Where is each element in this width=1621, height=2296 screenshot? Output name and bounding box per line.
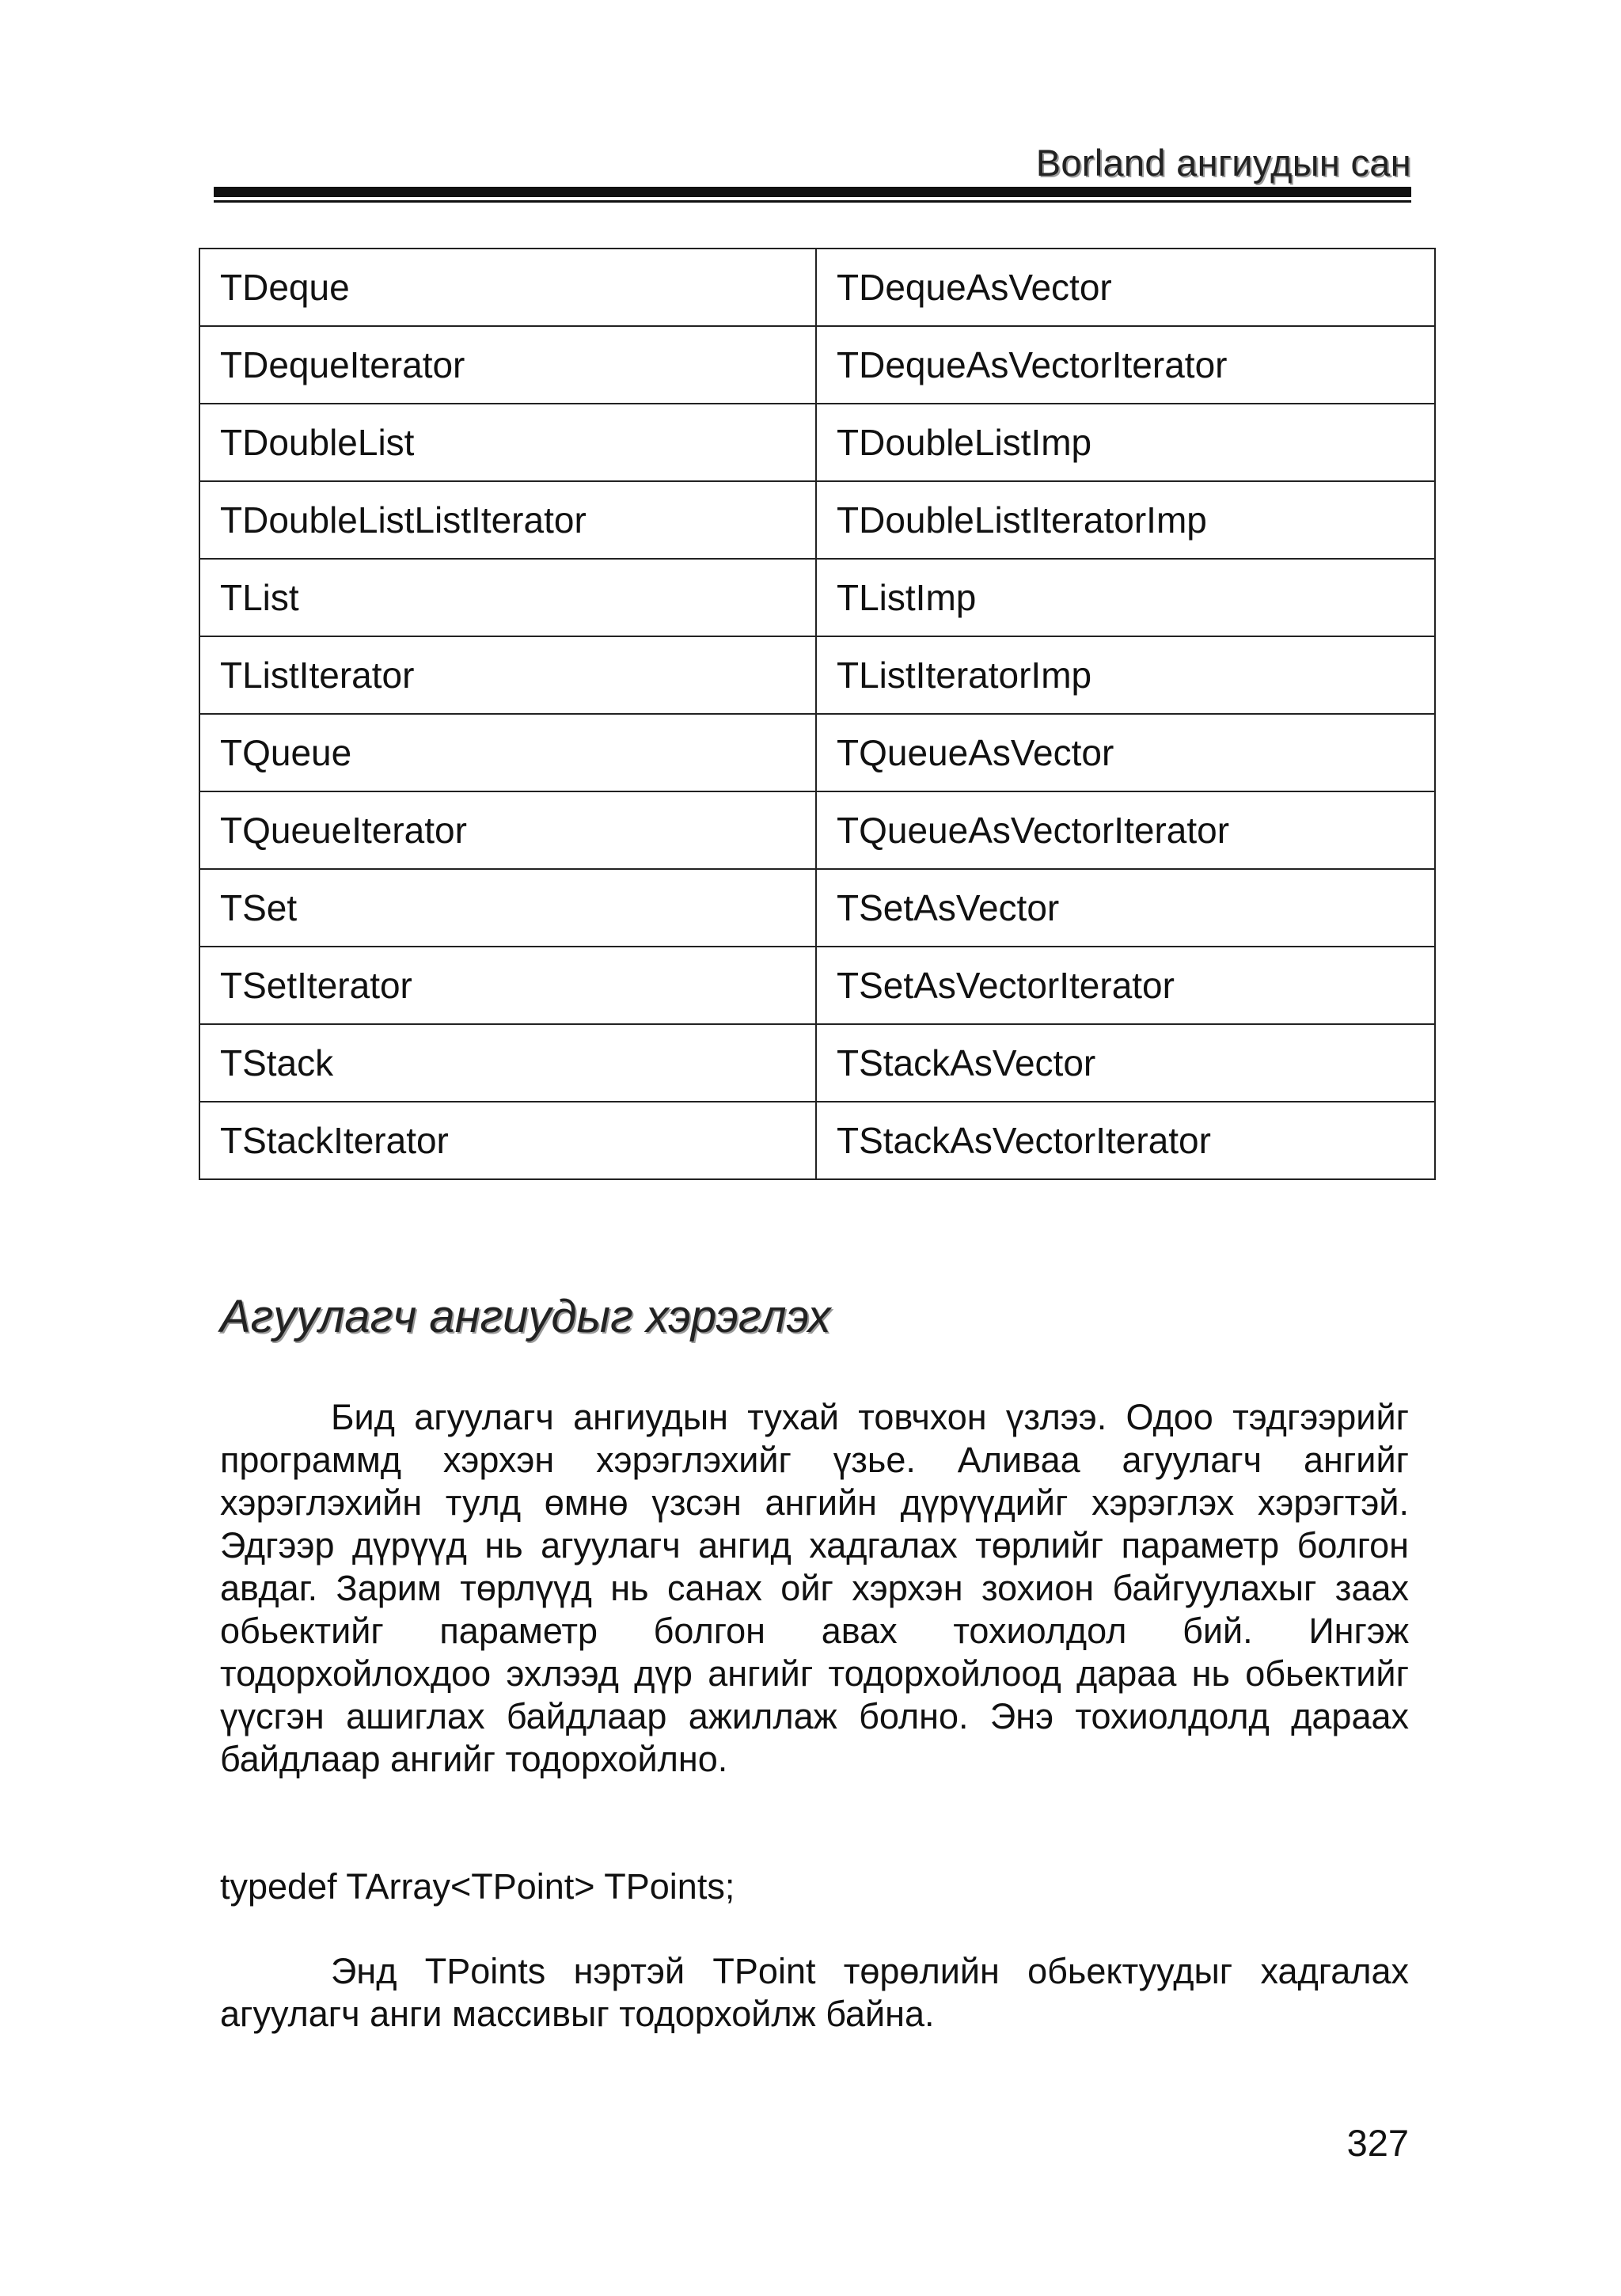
- body-paragraph: Бид агуулагч ангиудын тухай товчхон үзлээ. Одоо тэдгээрийг программд хэрхэн хэрэглэхийг үзье. Аливаа агуулагч ангийг хэрэглэхийн тулд өмнө үзсэн ангийн дүрүүдийг хэрэглэх хэрэгтэй. Эдгээр дүрүүд нь агуулагч ангид хадгалах төрлийг параметр болгон авдаг. Зарим төрлүүд нь санах ойг хэрхэн зохион байгуулахыг заах обьектийг параметр болгон авах тохиолдол бий. Ингэж тодорхойлохдоо эхлээд дүр ангийг тодорхойлоод дараа нь обьектийг үүсгэн ашиглах байдлаар ажиллаж болно. Энэ тохиолдолд дараах байдлаар ангийг тодорхойлно.: [220, 1397, 1409, 1779]
- table-cell: TDequeAsVectorIterator: [816, 326, 1435, 404]
- table-cell: TDequeAsVector: [816, 249, 1435, 326]
- header-rule-thick: [214, 187, 1411, 197]
- table-row: [199, 249, 1435, 326]
- table-row: [199, 791, 1435, 869]
- table-row: [199, 714, 1435, 791]
- table-row: [199, 559, 1435, 636]
- table-cell: TQueue: [199, 714, 816, 791]
- table-cell: TListIteratorImp: [816, 636, 1435, 714]
- table-cell: TStackIterator: [199, 1102, 816, 1179]
- section-heading: Агуулагч ангиудыг хэрэглэх: [220, 1291, 831, 1342]
- header-rule-thin: [214, 200, 1411, 203]
- table-cell: TDoubleList: [199, 404, 816, 481]
- table-cell: TList: [199, 559, 816, 636]
- table-cell: TQueueIterator: [199, 791, 816, 869]
- table-row: [199, 1024, 1435, 1102]
- table-cell: TListIterator: [199, 636, 816, 714]
- table-cell: TQueueAsVector: [816, 714, 1435, 791]
- table-cell: TDequeIterator: [199, 326, 816, 404]
- code-line: typedef TArray<TPoint> TPoints;: [220, 1866, 735, 1907]
- table-cell: TDoubleListListIterator: [199, 481, 816, 559]
- table-row: [199, 1102, 1435, 1179]
- class-table: [199, 248, 1436, 1180]
- table-cell: TStackAsVectorIterator: [816, 1102, 1435, 1179]
- table-cell: TSet: [199, 869, 816, 947]
- table-cell: TSetAsVector: [816, 869, 1435, 947]
- table-cell: TStackAsVector: [816, 1024, 1435, 1102]
- running-header: Borland ангиудын сан: [1035, 142, 1411, 184]
- body-paragraph-2: Энд TPoints нэртэй TPoint төрөлийн обьектуудыг хадгалах агуулагч анги массивыг тодорхойлж байна.: [220, 1951, 1409, 2034]
- table-cell: TSetIterator: [199, 947, 816, 1024]
- table-row: [199, 947, 1435, 1024]
- table-cell: TStack: [199, 1024, 816, 1102]
- table-row: [199, 404, 1435, 481]
- table-row: [199, 326, 1435, 404]
- table-row: [199, 869, 1435, 947]
- table-cell: TDeque: [199, 249, 816, 326]
- table-cell: TListImp: [816, 559, 1435, 636]
- table-cell: TQueueAsVectorIterator: [816, 791, 1435, 869]
- table-cell: TDoubleListImp: [816, 404, 1435, 481]
- table-row: [199, 481, 1435, 559]
- table-row: [199, 636, 1435, 714]
- table-cell: TDoubleListIteratorImp: [816, 481, 1435, 559]
- page-number: 327: [1346, 2122, 1409, 2164]
- table-cell: TSetAsVectorIterator: [816, 947, 1435, 1024]
